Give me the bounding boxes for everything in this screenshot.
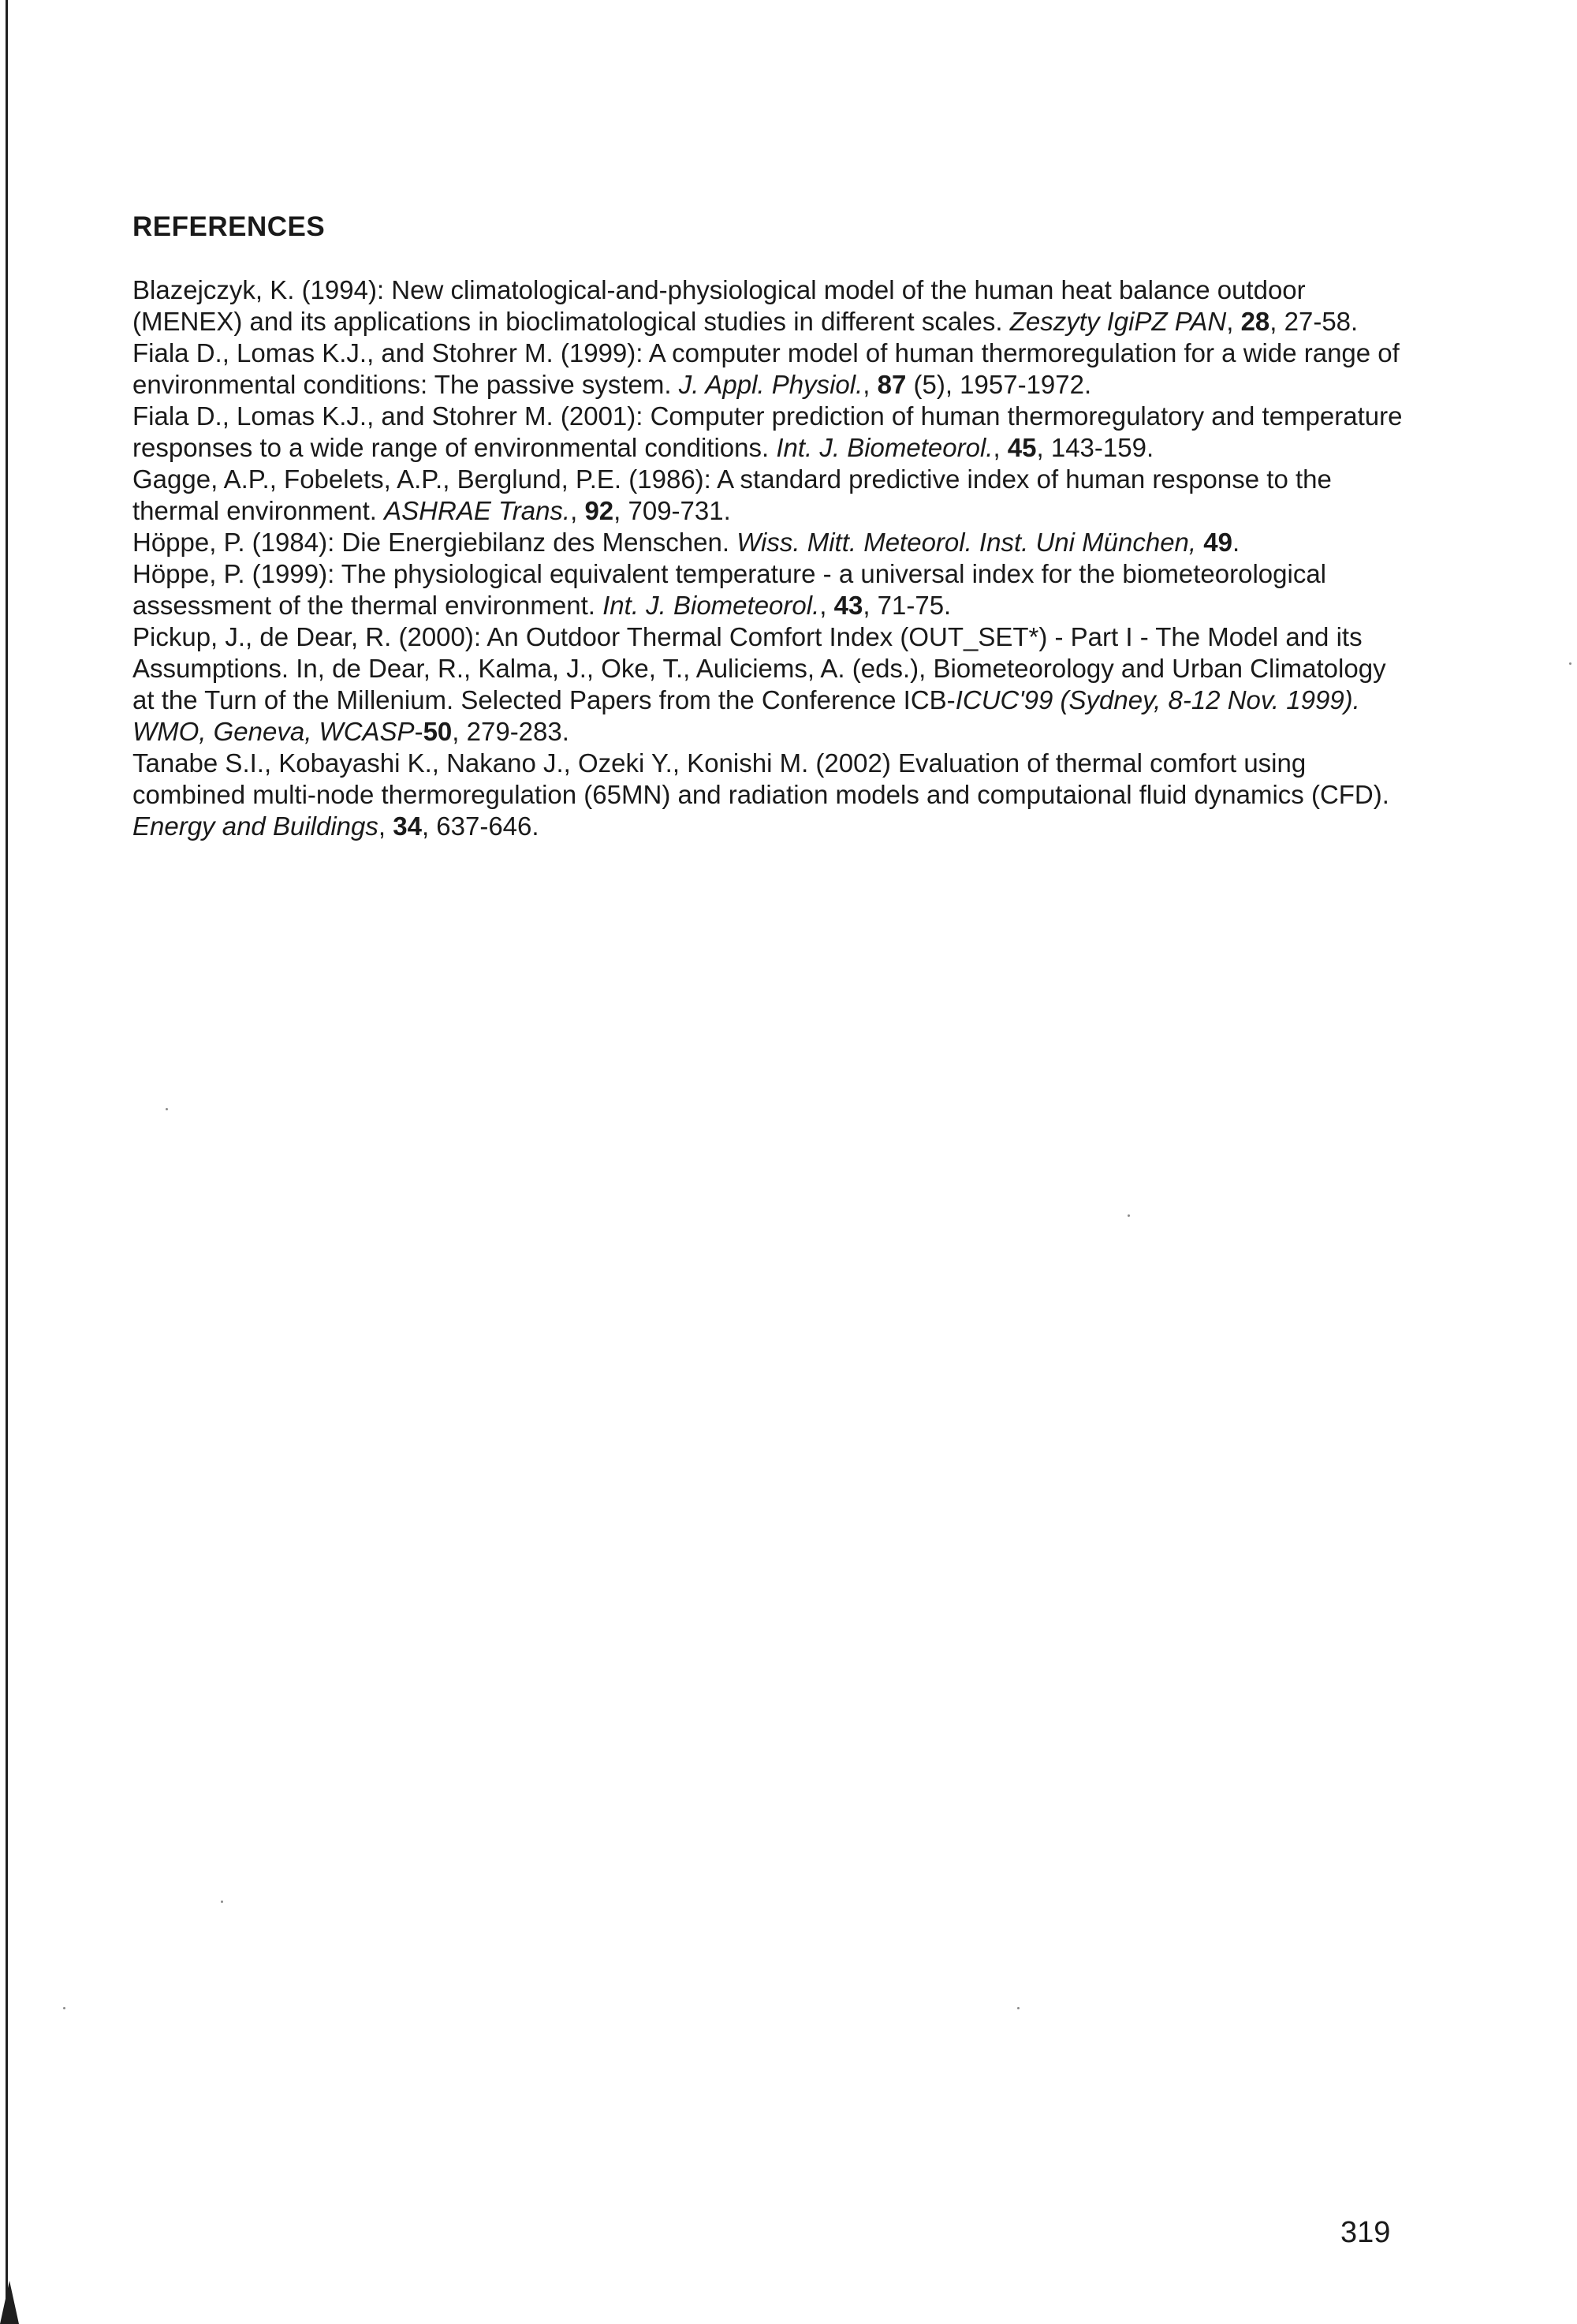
reference-text: , 27-58.	[1269, 307, 1359, 336]
reference-volume: 49	[1203, 528, 1232, 557]
reference-text: -	[414, 717, 423, 746]
reference-entry	[132, 464, 1414, 527]
reference-volume: 87	[877, 370, 907, 399]
reference-text: (5), 1957-1972.	[906, 370, 1092, 399]
reference-text: Höppe, P. (1999): The physiological equivalent temperature - a universal index for the biometeorological assessment of the thermal environment.	[132, 559, 1327, 620]
reference-text: Fiala D., Lomas K.J., and Stohrer M. (1999): A computer model of human thermoregulation for a wide range of environmental conditions: The passive system.	[132, 338, 1400, 399]
references-heading: REFERENCES	[132, 211, 326, 242]
reference-volume: 92	[584, 496, 614, 525]
scan-speck	[221, 1901, 223, 1903]
reference-text: Pickup, J., de Dear, R. (2000): An Outdoor Thermal Comfort Index (OUT_SET*) - Part I - The Model and its Assumptions. In, de Dear, R., Kalma, J., Oke, T., Auliciems, A. (eds.), Biometeorology and Urban Climatology at the Turn of the Millenium. Selected Papers from the Conference ICB-	[132, 622, 1386, 714]
reference-text: , 279-283.	[452, 717, 569, 746]
reference-journal: ASHRAE Trans.	[384, 496, 571, 525]
reference-text: , 71-75.	[863, 591, 952, 620]
reference-text: Blazejczyk, K. (1994): New climatological-and-physiological model of the human heat balance outdoor (MENEX) and its applications in bioclimatological studies in different scales.	[132, 275, 1306, 336]
page-binding-corner	[0, 2281, 19, 2324]
reference-volume: 50	[423, 717, 453, 746]
reference-journal: Int. J. Biometeorol.	[776, 433, 994, 462]
reference-entry	[132, 558, 1414, 621]
scan-speck	[1017, 2007, 1020, 2009]
reference-text: , 143-159.	[1036, 433, 1154, 462]
reference-volume: 34	[393, 811, 422, 841]
scan-speck	[1569, 662, 1571, 665]
reference-journal: Int. J. Biometeorol.	[602, 591, 820, 620]
reference-journal: J. Appl. Physiol.	[678, 370, 863, 399]
reference-entry	[132, 274, 1414, 338]
reference-entry	[132, 748, 1414, 842]
reference-volume: 45	[1007, 433, 1037, 462]
scan-speck	[63, 2007, 65, 2009]
reference-text	[1196, 528, 1203, 557]
reference-text: , 709-731.	[613, 496, 731, 525]
scan-speck	[166, 1108, 168, 1110]
page-number: 319	[1340, 2216, 1391, 2249]
reference-text: Fiala D., Lomas K.J., and Stohrer M. (2001): Computer prediction of human thermoregulatory and temperature responses to a wide range of environmental conditions.	[132, 401, 1403, 462]
reference-journal: Wiss. Mitt. Meteorol. Inst. Uni München,	[736, 528, 1197, 557]
reference-journal: ICUC'99 (Sydney, 8-12 Nov. 1999). WMO, Geneva, WCASP	[132, 685, 1360, 746]
reference-text: , 637-646.	[421, 811, 539, 841]
reference-volume: 43	[833, 591, 863, 620]
reference-volume: 28	[1240, 307, 1270, 336]
reference-text: ,	[819, 591, 834, 620]
reference-entry	[132, 621, 1414, 748]
page-binding-edge	[6, 0, 8, 2324]
references-list	[132, 274, 1414, 842]
reference-text: ,	[863, 370, 878, 399]
reference-text: ,	[378, 811, 393, 841]
reference-text: .	[1232, 528, 1240, 557]
reference-journal: Energy and Buildings	[132, 811, 378, 841]
reference-text: ,	[1226, 307, 1241, 336]
reference-text: ,	[993, 433, 1008, 462]
scan-speck	[1128, 1214, 1130, 1217]
reference-journal: Zeszyty IgiPZ PAN	[1009, 307, 1227, 336]
reference-entry	[132, 401, 1414, 464]
reference-entry	[132, 338, 1414, 401]
reference-text: Gagge, A.P., Fobelets, A.P., Berglund, P.E. (1986): A standard predictive index of human response to the thermal environment.	[132, 464, 1332, 525]
reference-text: ,	[570, 496, 585, 525]
reference-text: Höppe, P. (1984): Die Energiebilanz des Menschen.	[132, 528, 737, 557]
reference-entry	[132, 527, 1414, 558]
reference-text: Tanabe S.I., Kobayashi K., Nakano J., Ozeki Y., Konishi M. (2002) Evaluation of thermal comfort using combined multi-node thermoregulation (65MN) and radiation models and computaional fluid dynamics (CFD).	[132, 748, 1389, 809]
